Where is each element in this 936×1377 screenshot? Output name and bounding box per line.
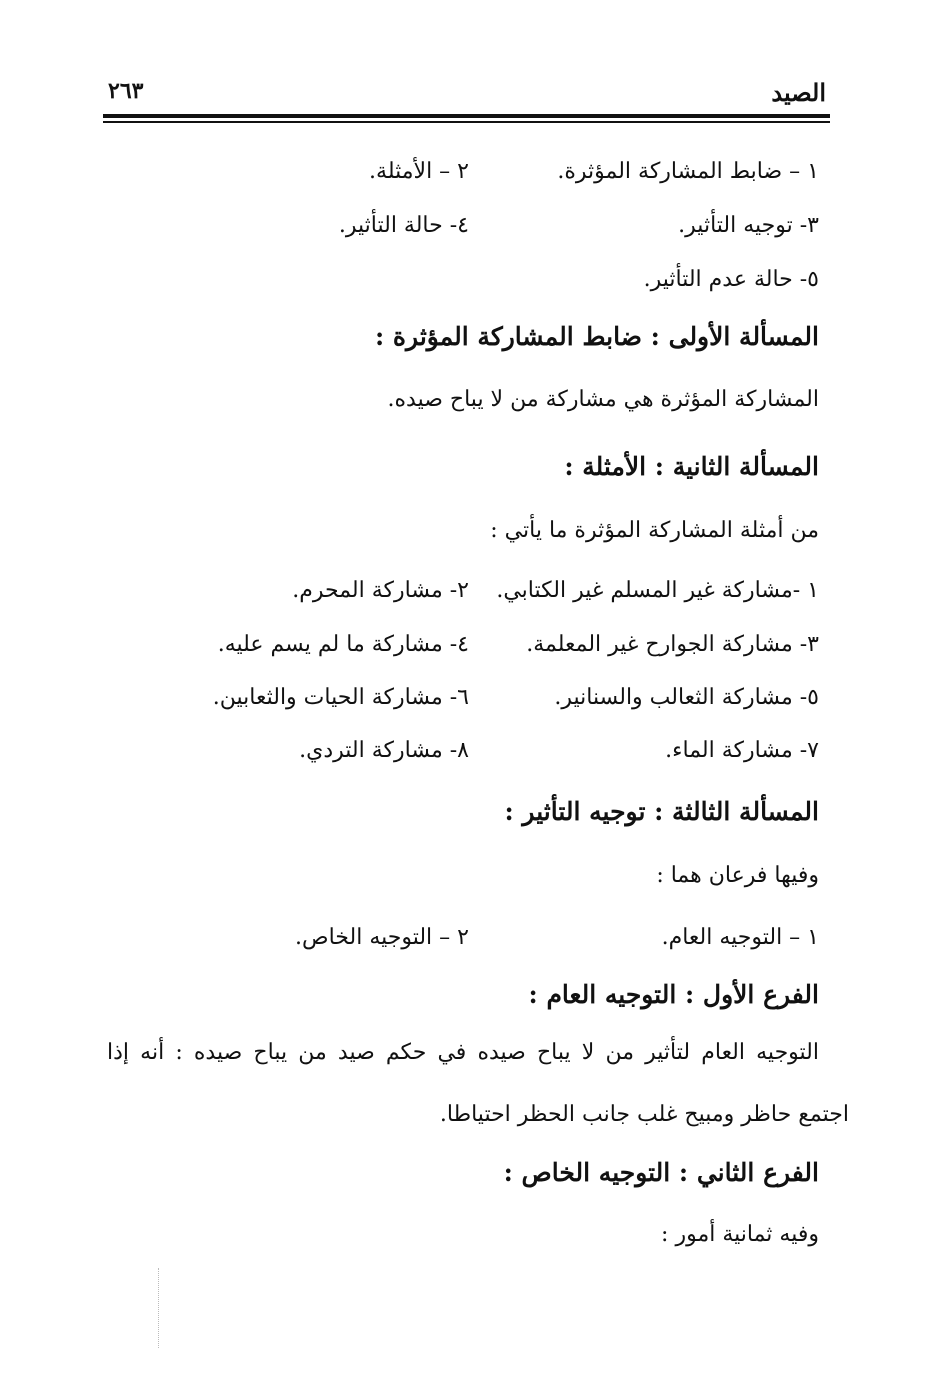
branch-item: ٢ – التوجيه الخاص. <box>295 925 469 950</box>
example-item: ٣- مشاركة الجوارح غير المعلمة. <box>526 632 819 657</box>
paragraph <box>107 1022 849 1146</box>
paragraph: المشاركة المؤثرة هي مشاركة من لا يباح صيده. <box>387 387 819 412</box>
outline-item: ٤- حالة التأثير. <box>338 213 469 238</box>
example-row <box>99 630 819 664</box>
example-row <box>99 576 819 610</box>
running-head <box>100 78 826 112</box>
branches-row <box>99 923 819 957</box>
scan-speckle <box>158 1268 163 1348</box>
outline-row <box>99 157 819 191</box>
outline-item: ٥- حالة عدم التأثير. <box>643 267 819 292</box>
example-item: ١ -مشاركة غير المسلم غير الكتابي. <box>496 578 819 603</box>
branch-heading: الفرع الأول : التوجيه العام : <box>528 980 819 1009</box>
section-heading: المسألة الأولى : ضابط المشاركة المؤثرة : <box>375 322 819 351</box>
running-title: الصيد <box>771 78 826 107</box>
header-rule-thin <box>103 121 830 123</box>
example-item: ٢- مشاركة المحرم. <box>292 578 469 603</box>
outline-row <box>99 265 819 299</box>
example-item: ٦- مشاركة الحيات والثعابين. <box>212 685 469 710</box>
outline-item: ٢ – الأمثلة. <box>369 159 469 184</box>
branch-item: ١ – التوجيه العام. <box>661 925 819 950</box>
example-item: ٤- مشاركة ما لم يسم عليه. <box>217 632 469 657</box>
paragraph-line: اجتمع حاظر ومبيح غلب جانب الحظر احتياطا. <box>439 1102 849 1127</box>
example-item: ٧- مشاركة الماء. <box>665 738 819 763</box>
page-number: ٢٦٣ <box>108 78 144 104</box>
outline-item: ١ – ضابط المشاركة المؤثرة. <box>557 159 819 184</box>
paragraph: من أمثلة المشاركة المؤثرة ما يأتي : <box>490 518 819 543</box>
example-row <box>99 736 819 770</box>
example-row <box>99 683 819 717</box>
section-heading: المسألة الثانية : الأمثلة : <box>564 452 819 481</box>
paragraph: وفيه ثمانية أمور : <box>661 1222 819 1247</box>
paragraph: وفيها فرعان هما : <box>656 863 819 888</box>
outline-item: ٣- توجيه التأثير. <box>678 213 819 238</box>
example-item: ٥- مشاركة الثعالب والسنانير. <box>554 685 819 710</box>
section-heading: المسألة الثالثة : توجيه التأثير : <box>504 797 819 826</box>
paragraph-line: التوجيه العام لتأثير من لا يباح صيده في حكم صيد من يباح صيده : أنه إذا <box>107 1040 819 1065</box>
example-item: ٨- مشاركة التردي. <box>299 738 469 763</box>
outline-row <box>99 211 819 245</box>
branch-heading: الفرع الثاني : التوجيه الخاص : <box>503 1158 819 1187</box>
header-rule-thick <box>103 114 830 118</box>
